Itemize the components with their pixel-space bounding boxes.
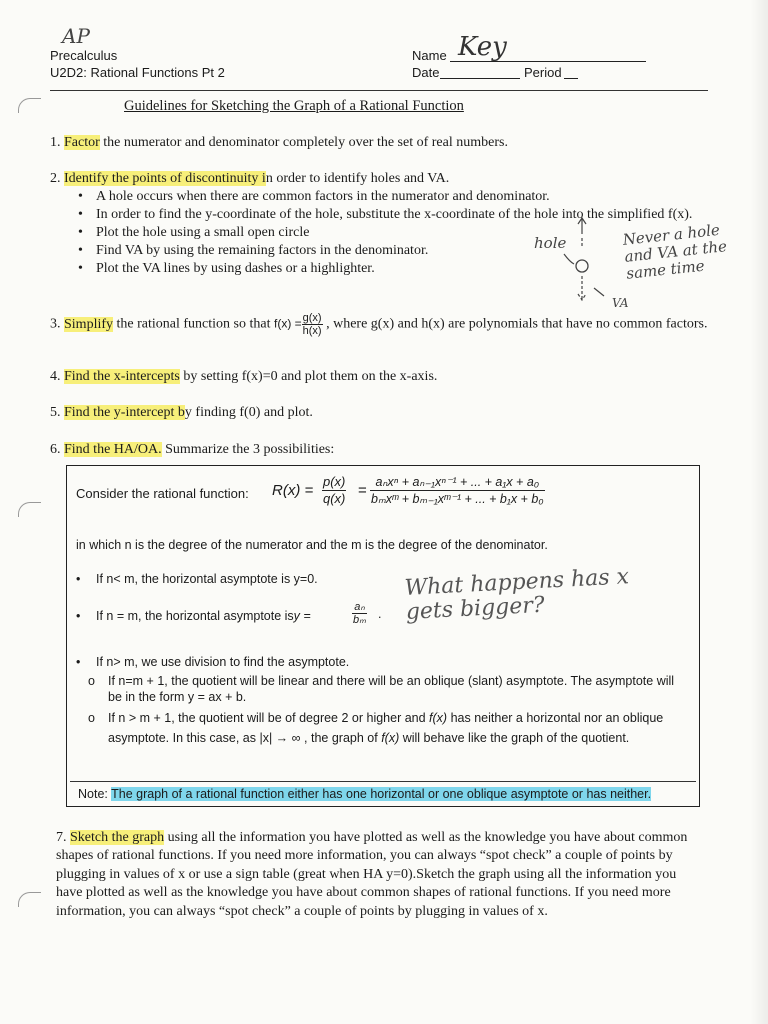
list-item: • A hole occurs when there are common factors in the numerator and denominator.: [70, 188, 700, 206]
note-label: Note:: [78, 787, 108, 801]
step-2: 2. Identify the points of discontinuity in order to identify holes and VA.: [50, 171, 450, 186]
equals-sign: =: [358, 482, 367, 499]
ha-oa-box: [66, 465, 700, 807]
never-note: Never a hole and VA at the same time: [621, 220, 728, 283]
name-value: Key: [458, 32, 507, 62]
g-over-h-fraction: $\frac{g(x)}{h(x)}$: [302, 312, 322, 337]
step-3: 3. Simplify the rational function so that f(x) = $\frac{g(x)}{h(x)}$ , where g(x) and h(x) are polynomials that have no common factors.: [50, 312, 708, 337]
course-name: Precalculus: [50, 48, 118, 63]
va-note: VA: [612, 296, 629, 310]
sub-rule-degree-2: o If n > m + 1, the quotient will be of degree 2 or higher and f(x) has neither a horizontal nor an oblique asymptote. In this case, as |x| → ∞ , the graph of f(x) will behave like the graph of the quotient.: [88, 711, 664, 745]
r-of-x: R(x) =: [272, 482, 314, 499]
note-text: The graph of a rational function either has one horizontal or one oblique asymptote or has neither.: [111, 787, 652, 801]
step-3-keyword: Simplify: [64, 316, 114, 332]
note-divider: [70, 781, 696, 782]
note-line: [78, 786, 651, 802]
rule-n-greater-m: • If n> m, we use division to find the asymptote.: [76, 655, 350, 669]
degree-note: in which n is the degree of the numerator and the m is the degree of the denominator.: [76, 538, 548, 552]
step-5: 5. Find the y-intercept by finding f(0) and plot.: [50, 405, 313, 420]
unit-label: U2D2: Rational Functions Pt 2: [50, 65, 225, 80]
step-1-keyword: Factor: [64, 135, 100, 150]
margin-mark: [18, 502, 41, 517]
header-rule: [50, 90, 708, 91]
page-edge-shadow: [750, 0, 768, 1024]
step-7: 7. Sketch the graph using all the information you have plotted as well as the knowledge you have about common shapes of rational functions. If you need more information, you can always “spot check” a couple of points by plugging in values of x or use a sign table (great when HA y=0).Sketch the graph using all the information you have plotted as well as the knowledge you have about common shapes of rational functions. If you need more information, you can always “spot check” a couple of points by plugging in values of x.: [56, 830, 688, 919]
margin-mark: [18, 98, 41, 113]
list-item: • Find VA by using the remaining factors in the denominator.: [70, 242, 700, 260]
consider-label: Consider the rational function:: [76, 486, 249, 501]
hole-va-arrow-sketch: [560, 214, 610, 306]
name-label: Name: [412, 48, 447, 63]
date-label: Date: [412, 65, 440, 80]
rule-n-equals-m: • If n = m, the horizontal asymptote isy =: [76, 609, 311, 623]
period-line: [564, 78, 578, 79]
polynomial-fraction: aₙxⁿ + aₙ₋₁xⁿ⁻¹ + ... + a₁x + a₀ bₘxᵐ + bₘ₋₁xᵐ⁻¹ + ... + b₁x + b₀: [371, 475, 544, 506]
page-title: Guidelines for Sketching the Graph of a Rational Function: [124, 98, 464, 114]
ap-handwritten: AP: [62, 24, 90, 48]
margin-mark: [18, 892, 41, 907]
step-4: 4. Find the x-intercepts by setting f(x)=0 and plot them on the x-axis.: [50, 369, 438, 384]
list-item: • In order to find the y-coordinate of the hole, substitute the x-coordinate of the hole into the simplified f(x).: [70, 206, 696, 224]
what-happens-note: What happens has x gets bigger?: [403, 564, 630, 625]
step-6-keyword: Find the HA/OA.: [64, 442, 162, 457]
step-1: 1. Factor the numerator and denominator completely over the set of real numbers.: [50, 135, 508, 150]
step-2-keyword: Identify the points of discontinuity i: [64, 171, 266, 186]
period-dot: .: [378, 607, 382, 621]
step-4-keyword: Find the x-intercepts: [64, 369, 180, 384]
hole-note: hole: [534, 234, 567, 252]
step-6: 6. Find the HA/OA. Summarize the 3 possibilities:: [50, 442, 335, 457]
list-item: • Plot the hole using a small open circle: [70, 224, 700, 242]
an-over-bm-fraction: $\frac{\text{aₙ}}{\text{bₘ}}$: [353, 601, 366, 626]
list-item: • Plot the VA lines by using dashes or a highlighter.: [70, 260, 700, 278]
sub-rule-linear: o If n=m + 1, the quotient will be linear and there will be an oblique (slant) asymptote. The asymptote will be in the form y = ax + b.: [88, 674, 675, 704]
step-7-keyword: Sketch the graph: [70, 830, 165, 845]
p-over-q-fraction: $\frac{p(x)}{q(x)}$: [323, 474, 346, 506]
date-line: [440, 78, 520, 79]
period-label: Period: [524, 65, 562, 80]
step-5-keyword: Find the y-intercept b: [64, 405, 185, 420]
rule-n-less-m: • If n< m, the horizontal asymptote is y=0.: [76, 572, 318, 586]
